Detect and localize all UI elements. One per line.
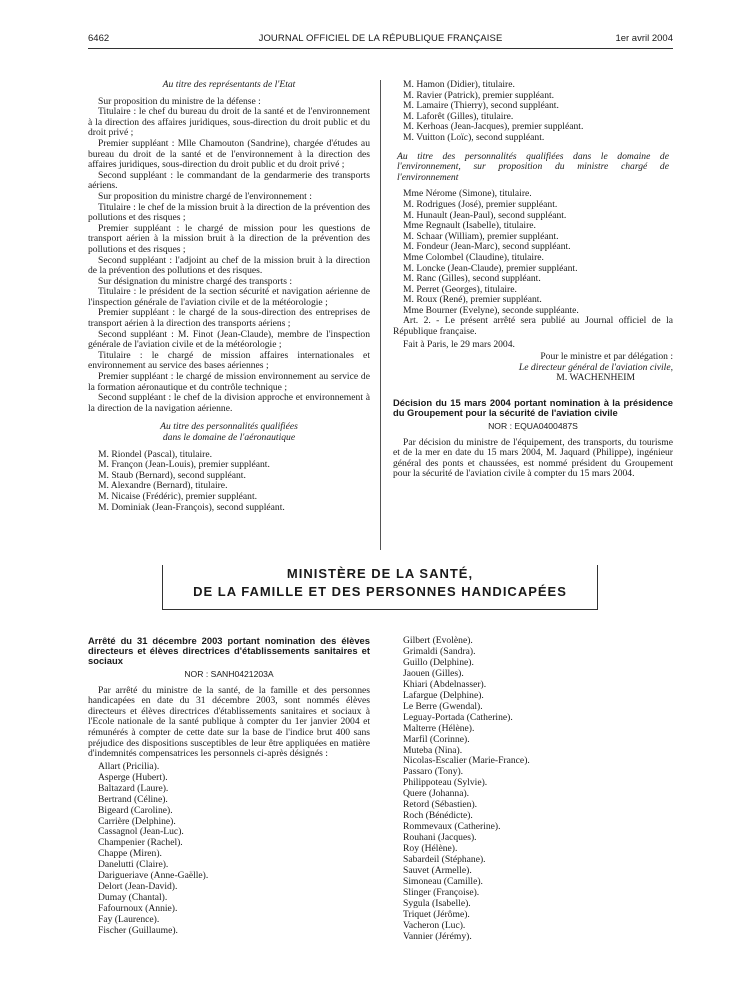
paragraph: Sur désignation du ministre chargé des transports : xyxy=(98,275,293,287)
section-heading: dans le domaine de l'aéronautique xyxy=(162,432,296,443)
paragraph: Second suppléant : le chef de la division approche et environnement à la direction de la navigation aérienne. xyxy=(88,392,370,414)
list-item: M. Roux (René), premier suppléant. xyxy=(403,294,542,306)
list-item: Mme Bourner (Evelyne), seconde suppléante. xyxy=(403,304,579,316)
list-item: Fischer (Guillaume). xyxy=(98,925,178,937)
list-item: Jaouen (Gilles). xyxy=(403,667,464,679)
list-item: Retord (Sébastien). xyxy=(403,799,478,811)
signature-name: M. WACHENHEIM xyxy=(556,372,635,384)
section-heading: Au titre des représentants de l'Etat xyxy=(162,79,296,90)
list-item: M. Hamon (Didier), titulaire. xyxy=(403,79,515,90)
list-item: Delort (Jean-David). xyxy=(98,881,178,893)
list-item: M. Kerhoas (Jean-Jacques), premier suppléant. xyxy=(403,121,584,133)
list-item: Cassagnol (Jean-Luc). xyxy=(98,826,184,838)
list-item: Darigueriave (Anne-Gaëlle). xyxy=(98,870,209,882)
paragraph: Second suppléant : l'adjoint au chef de la mission bruit à la direction de la prévention des pollutions et des risques. xyxy=(88,254,370,277)
member-list xyxy=(393,189,673,316)
journal-title: JOURNAL OFFICIEL DE LA RÉPUBLIQUE FRANÇAISE xyxy=(258,33,503,44)
left-column-bottom xyxy=(88,636,370,937)
names-list xyxy=(393,636,673,943)
paragraph: Titulaire : le président de la section sécurité et navigation aérienne de l'inspection générale de l'aviation civile et de la météorologie ; xyxy=(88,286,370,308)
list-item: Vacheron (Luc). xyxy=(403,919,466,931)
list-item: Simoneau (Camille). xyxy=(403,875,483,887)
list-item: Khiari (Abdelnasser). xyxy=(403,678,487,690)
names-list xyxy=(88,762,370,937)
list-item: M. Françon (Jean-Louis), premier suppléant. xyxy=(98,459,270,471)
list-item: Sabardeil (Stéphane). xyxy=(403,854,486,866)
list-item: M. Vuitton (Loïc), second suppléant. xyxy=(403,131,545,143)
list-item: Danelutti (Claire). xyxy=(98,859,169,871)
list-item: M. Staub (Bernard), second suppléant. xyxy=(98,469,246,481)
article-2: Art. 2. - Le présent arrêté sera publié au Journal officiel de la République française. xyxy=(393,315,673,338)
signature-place-date: Fait à Paris, le 29 mars 2004. xyxy=(403,338,515,350)
paragraph: Titulaire : le chef du bureau du droit de la santé et de l'environnement à la direction des affaires juridiques, sous-direction du droit public et du droit privé ; xyxy=(88,106,370,139)
list-item: Bigeard (Caroline). xyxy=(98,804,173,816)
right-column-top xyxy=(393,80,673,480)
list-item: M. Laforêt (Gilles), titulaire. xyxy=(403,110,514,122)
decision-text: Par décision du ministre de l'équipement, des transports, du tourisme et de la mer en date du 15 mars 2004, M. Jaquard (Philippe), ingénieur général des ponts et chaussées, est nommé président du Groupement pour la sécurité de l'aviation civile à compter du 15 mars 2004. xyxy=(393,436,673,480)
paragraph: Premier suppléant : le chargé de mission environnement au service de la formation aéronautique et du contrôle technique ; xyxy=(88,371,370,393)
list-item: Sygula (Isabelle). xyxy=(403,897,471,909)
paragraph: Second suppléant : le commandant de la gendarmerie des transports aériens. xyxy=(88,169,370,192)
paragraph: Titulaire : le chargé de mission affaires internationales et environnement au service des bases aériennes ; xyxy=(88,349,370,372)
list-item: Muteba (Nina). xyxy=(403,744,463,756)
paragraph: Sur proposition du ministre de la défense : xyxy=(98,95,261,107)
list-item: Mme Regnault (Isabelle), titulaire. xyxy=(403,220,536,232)
list-item: Chappe (Miren). xyxy=(98,848,162,860)
list-item: Rouhani (Jacques). xyxy=(403,832,477,844)
arrete-title: Arrêté du 31 décembre 2003 portant nomination des élèves directeurs et élèves directrices d'établissements sanitaires et sociaux xyxy=(88,635,370,666)
list-item: Bertrand (Céline). xyxy=(98,793,168,805)
list-item: M. Loncke (Jean-Claude), premier suppléant. xyxy=(403,262,578,274)
list-item: Le Berre (Gwendal). xyxy=(403,700,483,712)
list-item: Nicolas-Escalier (Marie-France). xyxy=(403,755,530,767)
right-column-bottom xyxy=(393,636,673,943)
list-item: Philippoteau (Sylvie). xyxy=(403,777,488,789)
list-item: Roch (Bénédicte). xyxy=(403,810,473,822)
ministry-banner xyxy=(162,565,598,610)
list-item: Fafournoux (Annie). xyxy=(98,903,178,915)
list-item: Baltazard (Laure). xyxy=(98,782,169,794)
list-item: Grimaldi (Sandra). xyxy=(403,645,476,657)
decision-nor: NOR : EQUA0400487S xyxy=(488,421,578,432)
column-divider xyxy=(380,80,381,550)
list-item: Roy (Hélène). xyxy=(403,843,458,855)
list-item: Vannier (Jérémy). xyxy=(403,930,472,942)
list-item: Leguay-Portada (Catherine). xyxy=(403,711,513,723)
paragraph: Second suppléant : M. Finot (Jean-Claude), membre de l'inspection générale de l'aviation civile et de la météorologie ; xyxy=(88,328,370,351)
list-item: M. Alexandre (Bernard), titulaire. xyxy=(98,480,228,492)
list-item: M. Lamaire (Thierry), second suppléant. xyxy=(403,100,559,112)
list-item: Slinger (Françoise). xyxy=(403,886,480,898)
list-item: Malterre (Hélène). xyxy=(403,722,475,734)
list-item: Dumay (Chantal). xyxy=(98,892,168,904)
list-item: Marfil (Corinne). xyxy=(403,733,470,745)
list-item: M. Rodrigues (José), premier suppléant. xyxy=(403,198,558,210)
section-heading: Au titre des personnalités qualifiées dans le domaine de l'environnement, sur proposition du ministre chargé de l'environnement xyxy=(397,150,669,183)
list-item: M. Dominiak (Jean-François), second suppléant. xyxy=(98,501,285,513)
list-item: M. Ranc (Gilles), second suppléant. xyxy=(403,273,541,285)
issue-date: 1er avril 2004 xyxy=(615,33,673,44)
list-item: M. Riondel (Pascal), titulaire. xyxy=(98,448,213,460)
section-heading: Au titre des personnalités qualifiées xyxy=(160,421,298,433)
list-item: M. Ravier (Patrick), premier suppléant. xyxy=(403,89,555,101)
list-item: Mme Nérome (Simone), titulaire. xyxy=(403,188,532,200)
left-column-top xyxy=(88,80,370,513)
arrete-nor: NOR : SANH0421203A xyxy=(184,669,274,679)
list-item: Passaro (Tony). xyxy=(403,766,464,778)
list-item: Mme Colombel (Claudine), titulaire. xyxy=(403,251,544,263)
ministry-line-2: DE LA FAMILLE ET DES PERSONNES HANDICAPÉES xyxy=(193,584,567,599)
page-number: 6462 xyxy=(88,33,110,44)
arrete-intro: Par arrêté du ministre de la santé, de la famille et des personnes handicapées en date du 31 décembre 2003, sont nommés élèves directeurs et élèves directrices d'établissements sanitaires et sociaux à l'Ecole nationale de la santé publique à compter du 1er janvier 2004 et rémunérés à compter de cette date sur la base de l'indice brut 400 sans préjudice des dispositions susceptibles de leur être appliquées en matière d'indemnités compensatrices les personnels ci-après désignés : xyxy=(88,684,370,760)
list-item: Triquet (Jérôme). xyxy=(403,908,470,920)
list-item: Guillo (Delphine). xyxy=(403,656,474,668)
paragraph: Premier suppléant : Mlle Chamouton (Sandrine), chargée d'études au bureau du droit de la santé et de l'environnement à la direction des affaires juridiques, sous-direction du droit public et du droit privé ; xyxy=(88,137,370,171)
list-item: Gilbert (Evolène). xyxy=(403,635,473,646)
list-item: Quere (Johanna). xyxy=(403,788,470,800)
list-item: M. Perret (Georges), titulaire. xyxy=(403,283,517,295)
page-header xyxy=(88,34,673,48)
list-item: Allart (Pricilia). xyxy=(98,760,160,772)
decision-title: Décision du 15 mars 2004 portant nomination à la présidence du Groupement pour la sécurité de l'aviation civile xyxy=(393,397,673,419)
member-list xyxy=(88,450,370,514)
list-item: Rommevaux (Catherine). xyxy=(403,821,501,833)
ministry-line-1: MINISTÈRE DE LA SANTÉ, xyxy=(286,566,474,581)
list-item: Asperge (Hubert). xyxy=(98,771,168,783)
list-item: Lafargue (Delphine). xyxy=(403,689,484,701)
list-item: Carrière (Delphine). xyxy=(98,815,176,827)
signature-delegation: Pour le ministre et par délégation : xyxy=(540,351,673,363)
paragraph: Premier suppléant : le chargé de la sous-direction des entreprises de transport aérien à la direction des transports aériens ; xyxy=(88,307,370,330)
header-rule xyxy=(88,48,673,49)
list-item: M. Hunault (Jean-Paul), second suppléant. xyxy=(403,209,567,221)
list-item: Sauvet (Armelle). xyxy=(403,865,472,877)
paragraph: Premier suppléant : le chargé de mission pour les questions de transport aérien à la mission bruit à la direction de la prévention des pollutions et des risques ; xyxy=(88,222,370,255)
paragraph: Titulaire : le chef de la mission bruit à la direction de la prévention des pollutions et des risques ; xyxy=(88,201,370,224)
signature-title: Le directeur général de l'aviation civile, xyxy=(518,361,673,373)
list-item: M. Fondeur (Jean-Marc), second suppléant. xyxy=(403,241,571,253)
member-list xyxy=(393,80,673,144)
list-item: M. Schaar (William), premier suppléant. xyxy=(403,230,559,242)
list-item: M. Nicaise (Frédéric), premier suppléant. xyxy=(98,490,258,502)
list-item: Fay (Laurence). xyxy=(98,914,160,926)
list-item: Champenier (Rachel). xyxy=(98,837,183,849)
paragraph-group xyxy=(88,97,370,415)
paragraph: Sur proposition du ministre chargé de l'environnement : xyxy=(98,190,312,202)
